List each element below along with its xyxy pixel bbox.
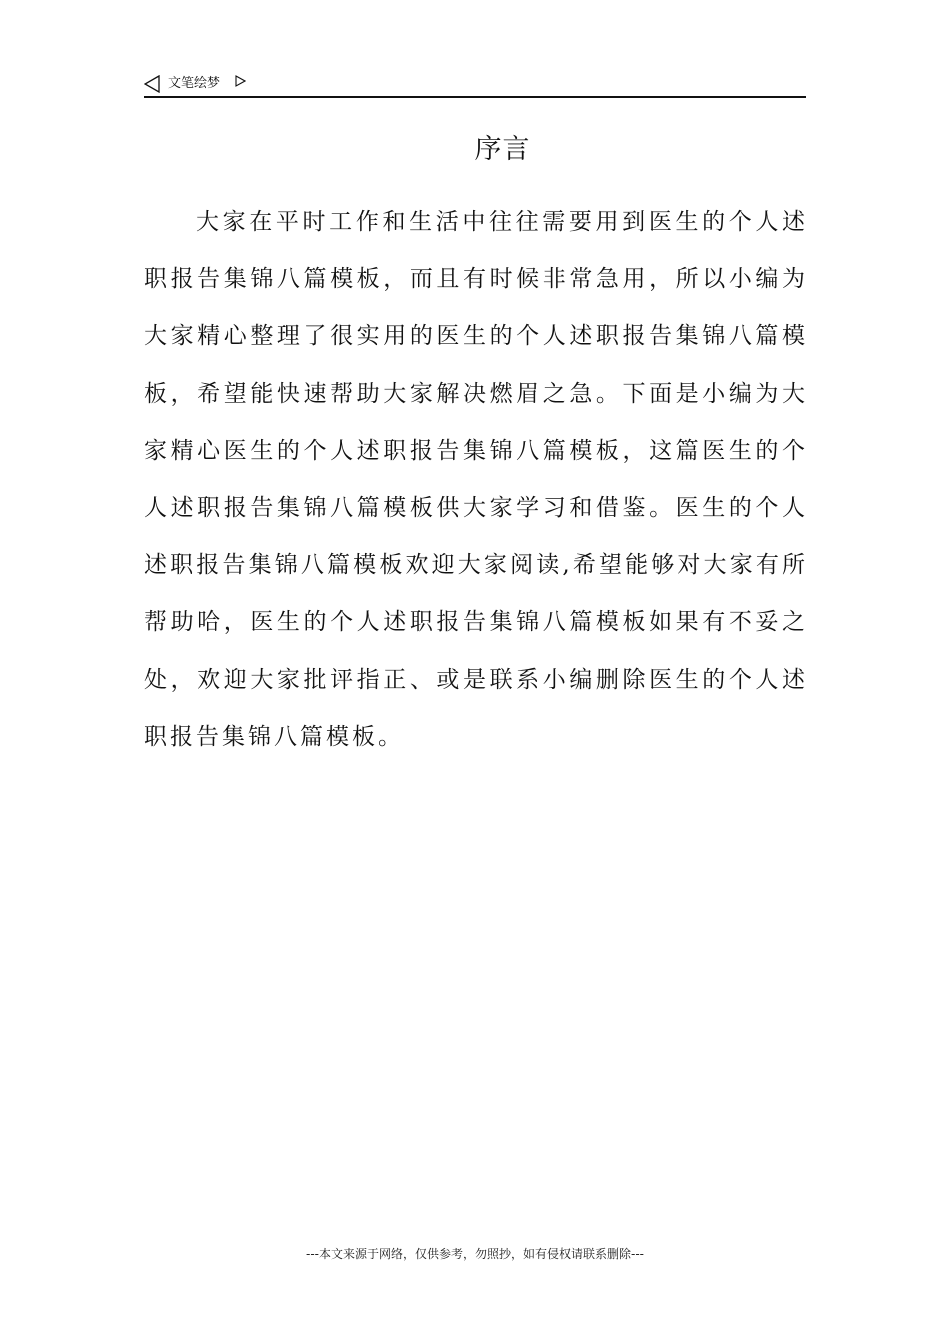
page-header bbox=[144, 72, 806, 98]
header-brand-text: 文笔绘梦 bbox=[168, 76, 221, 91]
triangle-right-outline-icon bbox=[234, 75, 246, 87]
triangle-left-outline-icon bbox=[144, 75, 160, 93]
body-paragraph: 大家在平时工作和生活中往往需要用到医生的个人述职报告集锦八篇模板，而且有时候非常急用，所以小编为大家精心整理了很实用的医生的个人述职报告集锦八篇模板，希望能快速帮助大家解决燃眉之急。下面是小编为大家精心医生的个人述职报告集锦八篇模板，这篇医生的个人述职报告集锦八篇模板供大家学习和借鉴。医生的个人述职报告集锦八篇模板欢迎大家阅读,希望能够对大家有所帮助哈，医生的个人述职报告集锦八篇模板如果有不妥之处，欢迎大家批评指正、或是联系小编删除医生的个人述职报告集锦八篇模板。 bbox=[144, 209, 808, 750]
page-title: 序言 bbox=[474, 134, 531, 165]
footer-notice: ---本文来源于网络，仅供参考，勿照抄，如有侵权请联系删除--- bbox=[306, 1247, 644, 1261]
